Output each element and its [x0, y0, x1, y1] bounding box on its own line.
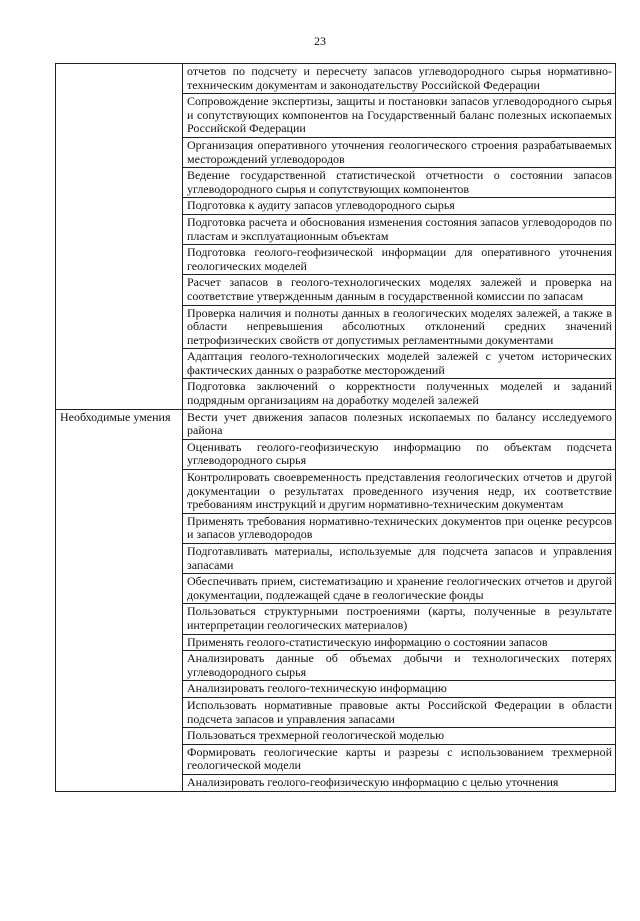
requirement-item: Использовать нормативные правовые акты Российской Федерации в области подсчета запасов и управления запасами: [183, 697, 616, 727]
requirement-item: Ведение государственной статистической отчетности о состоянии запасов углеводородного сырья и сопутствующих компонентов: [183, 168, 616, 198]
requirement-item: Подготовка расчета и обоснования изменения состояния запасов углеводородов по пластам и эксплуатационным объектам: [183, 214, 616, 244]
requirement-item: Проверка наличия и полноты данных в геологических моделях залежей, а также в области непревышения абсолютных отклонений средних значений петрофизических свойств от допустимых регламентными документами: [183, 305, 616, 349]
requirement-item: Расчет запасов в геолого-технологических моделях залежей и проверка на соответствие утвержденным данным в государственной комиссии по запасам: [183, 275, 616, 305]
requirement-item: Применять геолого-статистическую информацию о состоянии запасов: [183, 634, 616, 651]
requirement-item: Применять требования нормативно-технических документов при оценке ресурсов и запасов углеводородов: [183, 513, 616, 543]
requirement-item: Контролировать своевременность представления геологических отчетов и другой документации о результатах проведенного изучения недр, их соответствие требованиям инструкций и другим нормативно-техническим документам: [183, 470, 616, 514]
requirement-item: Анализировать данные об объемах добычи и технологических потерях углеводородного сырья: [183, 651, 616, 681]
requirement-item: Подготавливать материалы, используемые для подсчета запасов и управления запасами: [183, 544, 616, 574]
requirement-item: Оценивать геолого-геофизическую информацию по объектам подсчета углеводородного сырья: [183, 439, 616, 469]
requirement-item: Подготовка к аудиту запасов углеводородного сырья: [183, 198, 616, 215]
section-label: [56, 64, 183, 410]
requirement-item: Анализировать геолого-геофизическую информацию с целью уточнения: [183, 774, 616, 791]
requirement-item: Обеспечивать прием, систематизацию и хранение геологических отчетов и другой документации, подлежащей сдаче в геологические фонды: [183, 574, 616, 604]
requirement-item: Организация оперативного уточнения геологического строения разрабатываемых месторождений углеводородов: [183, 137, 616, 167]
requirement-item: Подготовка заключений о корректности полученных моделей и заданий подрядным организациям на доработку моделей залежей: [183, 379, 616, 409]
requirement-item: Вести учет движения запасов полезных ископаемых по балансу исследуемого района: [183, 409, 616, 439]
requirement-item: отчетов по подсчету и пересчету запасов углеводородного сырья нормативно-техническим документам и законодательству Российской Федерации: [183, 64, 616, 94]
page-number: 23: [314, 34, 326, 48]
requirement-item: Формировать геологические карты и разрезы с использованием трехмерной геологической модели: [183, 744, 616, 774]
requirements-table: [55, 63, 616, 792]
table-row: [56, 409, 616, 439]
requirement-item: Сопровождение экспертизы, защиты и постановки запасов углеводородного сырья и сопутствующих компонентов на Государственный баланс полезных ископаемых Российской Федерации: [183, 94, 616, 138]
requirement-item: Пользоваться трехмерной геологической моделью: [183, 728, 616, 745]
section-label: Необходимые умения: [56, 409, 183, 791]
requirement-item: Пользоваться структурными построениями (карты, полученные в результате интерпретации геологических материалов): [183, 604, 616, 634]
requirement-item: Анализировать геолого-техническую информацию: [183, 681, 616, 698]
requirement-item: Подготовка геолого-геофизической информации для оперативного уточнения геологических моделей: [183, 245, 616, 275]
requirement-item: Адаптация геолого-технологических моделей залежей с учетом исторических фактических данных о разработке месторождений: [183, 349, 616, 379]
requirements-table-body: [56, 64, 616, 792]
table-row: [56, 64, 616, 94]
